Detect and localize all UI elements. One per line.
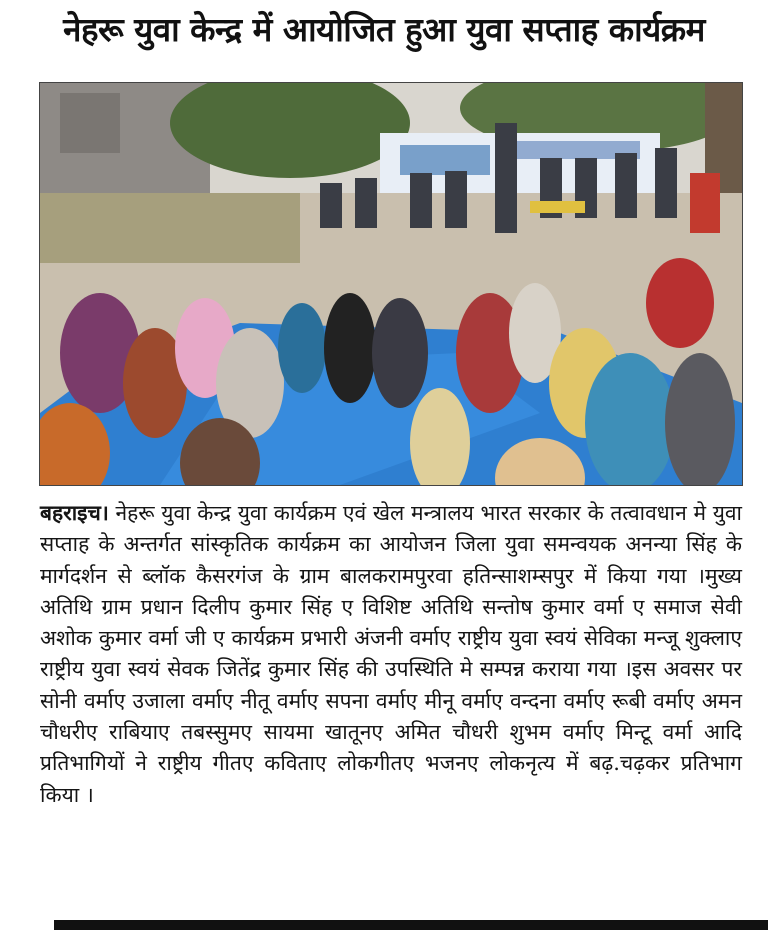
article-body: [40, 498, 742, 811]
dateline: बहराइच।: [40, 501, 109, 525]
news-photo: [39, 82, 743, 486]
headline: नेहरू युवा केन्द्र में आयोजित हुआ युवा सप्ताह कार्यक्रम: [63, 10, 705, 49]
body-paragraph: नेहरू युवा केन्द्र युवा कार्यक्रम एवं खेल मन्त्रालय भारत सरकार के तत्वावधान मे युवा सप्ताह के अन्तर्गत सांस्कृतिक कार्यक्रम का आयोजन जिला युवा समन्वयक अनन्या सिंह के मार्गदर्शन से ब्लॉक कैसरगंज के ग्राम बालकरामपुरवा हतिन्साशम्सपुर में किया गया ।मुख्य अतिथि ग्राम प्रधान दिलीप कुमार सिंह ए विशिष्ट अतिथि सन्तोष कुमार वर्मा ए समाज सेवी अशोक कुमार वर्मा जी ए कार्यक्रम प्रभारी अंजनी वर्माए राष्ट्रीय युवा स्वयं सेविका मन्जू शुक्लाए राष्ट्रीय युवा स्वयं सेवक जितेंद्र कुमार सिंह की उपस्थिति मे सम्पन्न कराया गया ।इस अवसर पर सोनी वर्माए उजाला वर्माए नीतू वर्माए सपना वर्माए मीनू वर्माए वन्दना वर्माए रूबी वर्माए अमन चौधरीए राबियाए तबस्सुमए सायमा खातूनए अमित चौधरी शुभम वर्माए मिन्टू वर्मा आदि प्रतिभागियों ने राष्ट्रीय गीतए कविताए लोकगीतए भजनए लोकनृत्य में बढ़.चढ़कर प्रतिभाग किया ।: [40, 501, 742, 807]
bottom-rule: [54, 920, 768, 930]
